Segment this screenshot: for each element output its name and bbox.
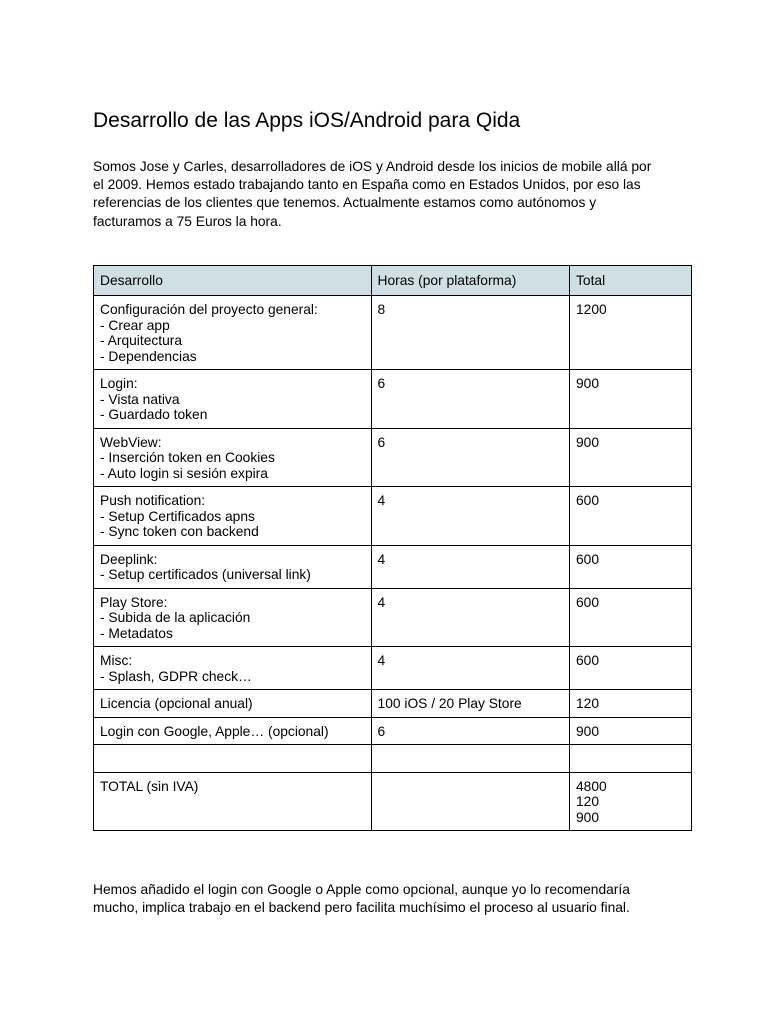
header-total: Total [570, 266, 692, 296]
cell-total [570, 370, 692, 429]
cell-horas [371, 588, 569, 647]
intro-line: referencias de los clientes que tenemos. Actualmente estamos como autónomos y [93, 195, 597, 211]
cell-desarrollo [94, 545, 372, 588]
cell-desarrollo [94, 487, 372, 546]
cell-line: - Vista nativa [100, 391, 180, 407]
cell-line: - Sync token con backend [100, 524, 259, 539]
table-row [94, 588, 692, 647]
cell-line: 6 [377, 434, 386, 450]
cell-total [570, 717, 692, 745]
cell-line: 900 [576, 809, 600, 825]
cell-line: 100 iOS / 20 Play Store [377, 696, 522, 711]
cell-line: Misc: [100, 653, 133, 668]
cell-total [570, 545, 692, 588]
cell-total [570, 772, 692, 831]
table-row [94, 690, 692, 718]
table-row [94, 296, 692, 370]
cell-horas [371, 647, 569, 690]
intro-line: Somos Jose y Carles, desarrolladores de iOS y Android desde los inicios de mobile allá por [93, 159, 652, 174]
cell-total [570, 690, 692, 718]
cell-line: 6 [377, 723, 386, 739]
table-row [94, 717, 692, 745]
cell-horas [371, 296, 569, 370]
cell-line: 120 [576, 696, 600, 711]
cell-total [570, 487, 692, 546]
cell-total [570, 745, 692, 773]
cell-line: 900 [576, 376, 600, 391]
cell-desarrollo [94, 370, 372, 429]
cell-line: - Arquitectura [100, 333, 183, 348]
cell-desarrollo [94, 717, 372, 745]
table-row [94, 370, 692, 429]
table-row [94, 487, 692, 546]
cell-line: Login: [100, 376, 138, 391]
table-header-row [94, 266, 692, 296]
cell-line: Play Store: [100, 594, 168, 610]
cell-total [570, 428, 692, 487]
cell-line: 4 [377, 653, 386, 668]
cell-line: Configuración del proyecto general: [100, 302, 318, 317]
cell-desarrollo [94, 690, 372, 718]
cell-line: 4 [377, 551, 386, 567]
cell-line: 600 [576, 493, 600, 508]
closing-paragraph [93, 881, 693, 917]
cell-total [570, 296, 692, 370]
budget-table [93, 265, 692, 831]
cell-line: Deeplink: [100, 551, 158, 567]
cell-line: Login con Google, Apple… (opcional) [100, 723, 329, 739]
cell-line: - Inserción token en Cookies [100, 450, 275, 465]
cell-total [570, 588, 692, 647]
cell-line: Licencia (opcional anual) [100, 696, 253, 711]
cell-line: 6 [377, 376, 386, 391]
cell-line: - Guardado token [100, 407, 208, 422]
cell-desarrollo [94, 296, 372, 370]
cell-desarrollo [94, 647, 372, 690]
cell-line: - Metadatos [100, 625, 173, 641]
table-row [94, 545, 692, 588]
cell-horas [371, 690, 569, 718]
closing-line: mucho, implica trabajo en el backend pero facilita muchísimo el proceso al usuario final. [93, 900, 630, 916]
header-horas: Horas (por plataforma) [371, 266, 569, 296]
cell-line: 120 [576, 794, 600, 809]
cell-line: - Subida de la aplicación [100, 610, 251, 625]
closing-line: Hemos añadido el login con Google o Apple como opcional, aunque yo lo recomendaría [93, 882, 630, 897]
cell-line: Push notification: [100, 493, 206, 508]
cell-horas [371, 487, 569, 546]
table-row [94, 647, 692, 690]
cell-desarrollo [94, 588, 372, 647]
table-row [94, 428, 692, 487]
cell-line: 600 [576, 653, 600, 668]
cell-line: - Dependencias [100, 348, 197, 364]
cell-line: - Setup certificados (universal link) [100, 567, 311, 582]
cell-horas [371, 745, 569, 773]
cell-line: 600 [576, 594, 600, 610]
cell-line: 4 [377, 594, 386, 610]
cell-horas [371, 717, 569, 745]
cell-line: 600 [576, 551, 600, 567]
cell-line: - Splash, GDPR check… [100, 668, 252, 684]
cell-horas [371, 545, 569, 588]
document-title: Desarrollo de las Apps iOS/Android para Qida [93, 109, 521, 132]
cell-line: 900 [576, 723, 600, 739]
cell-line: - Auto login si sesión expira [100, 465, 268, 481]
intro-line: facturamos a 75 Euros la hora. [93, 213, 282, 229]
cell-line: - Setup Certificados apns [100, 508, 255, 524]
cell-line: 900 [576, 434, 600, 450]
cell-desarrollo [94, 428, 372, 487]
cell-desarrollo [94, 772, 372, 831]
cell-total [570, 647, 692, 690]
table-body [94, 296, 692, 831]
cell-line: - Crear app [100, 317, 170, 333]
header-desarrollo: Desarrollo [94, 266, 372, 296]
cell-line: 4800 [576, 778, 607, 794]
table-row [94, 745, 692, 773]
intro-line: el 2009. Hemos estado trabajando tanto en España como en Estados Unidos, por eso las [93, 177, 641, 193]
table-row [94, 772, 692, 831]
cell-line: TOTAL (sin IVA) [100, 778, 199, 794]
cell-line: 1200 [576, 302, 607, 317]
intro-paragraph [93, 158, 683, 231]
cell-line: 8 [377, 302, 386, 317]
cell-horas [371, 370, 569, 429]
cell-desarrollo [94, 745, 372, 773]
cell-line: WebView: [100, 434, 162, 450]
cell-line: 4 [377, 493, 386, 508]
cell-horas [371, 428, 569, 487]
cell-horas [371, 772, 569, 831]
